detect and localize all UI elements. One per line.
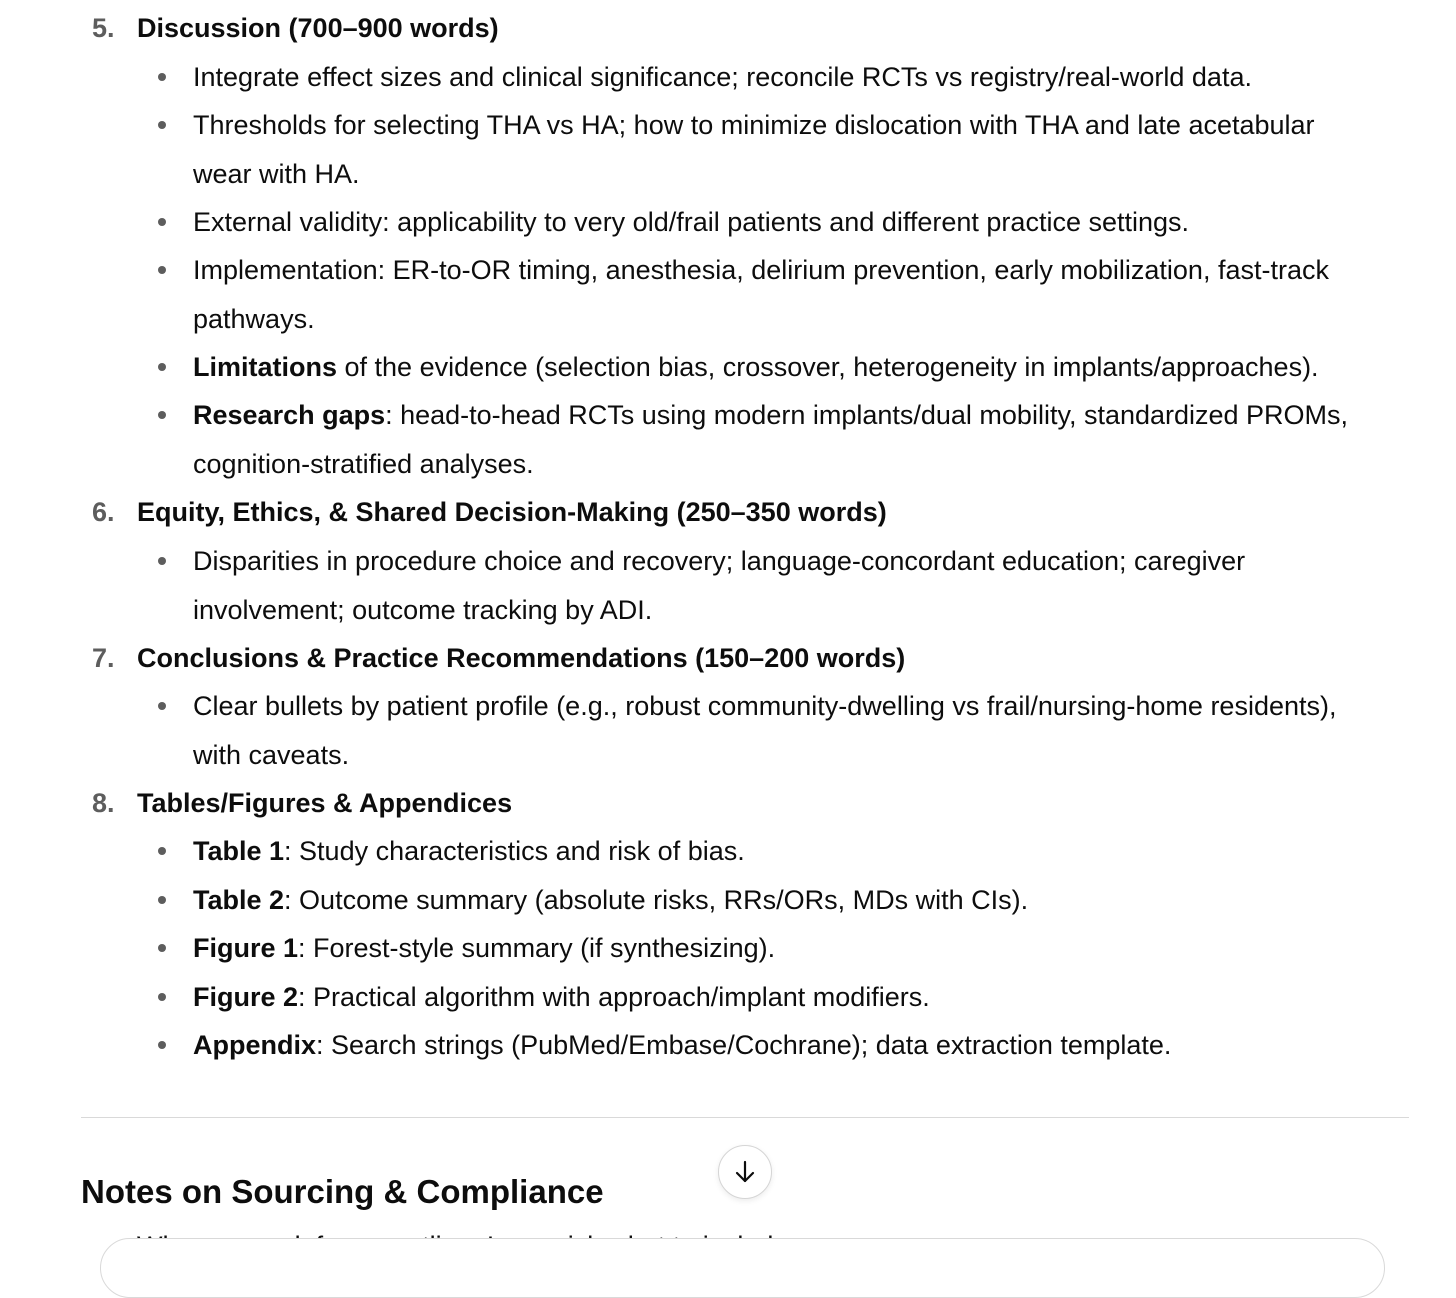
section-title: Discussion (700–900 words) — [137, 13, 499, 43]
list-item: Research gaps: head-to-head RCTs using modern implants/dual mobility, standardized PROMs, cognition-stratified analyses. — [193, 391, 1413, 488]
section-number: 6. — [92, 497, 115, 527]
bullet-icon — [158, 411, 166, 419]
list-item: Integrate effect sizes and clinical significance; reconcile RCTs vs registry/real-world data. — [193, 53, 1413, 102]
bullet-icon — [158, 73, 166, 81]
bullet-icon — [158, 363, 166, 371]
section-5-heading — [0, 4, 1456, 52]
bullet-icon — [158, 121, 166, 129]
bullet-icon — [158, 944, 166, 952]
list-item: Disparities in procedure choice and recovery; language-concordant education; caregiver involvement; outcome tracking by ADI. — [193, 537, 1413, 634]
list-item: Table 1: Study characteristics and risk of bias. — [193, 827, 1413, 876]
list-item: Figure 2: Practical algorithm with approach/implant modifiers. — [193, 973, 1413, 1022]
section-number: 5. — [92, 13, 115, 43]
list-item: Implementation: ER-to-OR timing, anesthesia, delirium prevention, early mobilization, fast-track pathways. — [193, 246, 1413, 343]
notes-heading: Notes on Sourcing & Compliance — [81, 1173, 604, 1210]
scroll-to-bottom-button[interactable] — [718, 1145, 772, 1199]
list-item: Appendix: Search strings (PubMed/Embase/Cochrane); data extraction template. — [193, 1021, 1413, 1070]
section-title: Equity, Ethics, & Shared Decision-Making (250–350 words) — [137, 497, 887, 527]
bullet-icon — [158, 847, 166, 855]
list-item: Table 2: Outcome summary (absolute risks, RRs/ORs, MDs with CIs). — [193, 876, 1413, 925]
list-item: Limitations of the evidence (selection bias, crossover, heterogeneity in implants/approaches). — [193, 343, 1413, 392]
message-composer[interactable] — [100, 1238, 1385, 1298]
list-item: Clear bullets by patient profile (e.g., robust community-dwelling vs frail/nursing-home residents), with caveats. — [193, 682, 1413, 779]
divider — [81, 1117, 1409, 1118]
arrow-down-icon — [732, 1159, 758, 1185]
bullet-icon — [158, 218, 166, 226]
bullet-icon — [158, 266, 166, 274]
bullet-icon — [158, 557, 166, 565]
section-title: Conclusions & Practice Recommendations (150–200 words) — [137, 643, 906, 673]
section-number: 8. — [92, 788, 115, 818]
section-number: 7. — [92, 643, 115, 673]
bullet-icon — [158, 993, 166, 1001]
section-8-heading — [0, 779, 1456, 827]
section-6-heading — [0, 488, 1456, 536]
list-item: Figure 1: Forest-style summary (if synthesizing). — [193, 924, 1413, 973]
bullet-icon — [158, 1041, 166, 1049]
section-7-heading — [0, 634, 1456, 682]
section-title: Tables/Figures & Appendices — [137, 788, 513, 818]
list-item: Thresholds for selecting THA vs HA; how to minimize dislocation with THA and late acetabular wear with HA. — [193, 101, 1413, 198]
bullet-icon — [158, 702, 166, 710]
bullet-icon — [158, 896, 166, 904]
list-item: External validity: applicability to very old/frail patients and different practice settings. — [193, 198, 1413, 247]
